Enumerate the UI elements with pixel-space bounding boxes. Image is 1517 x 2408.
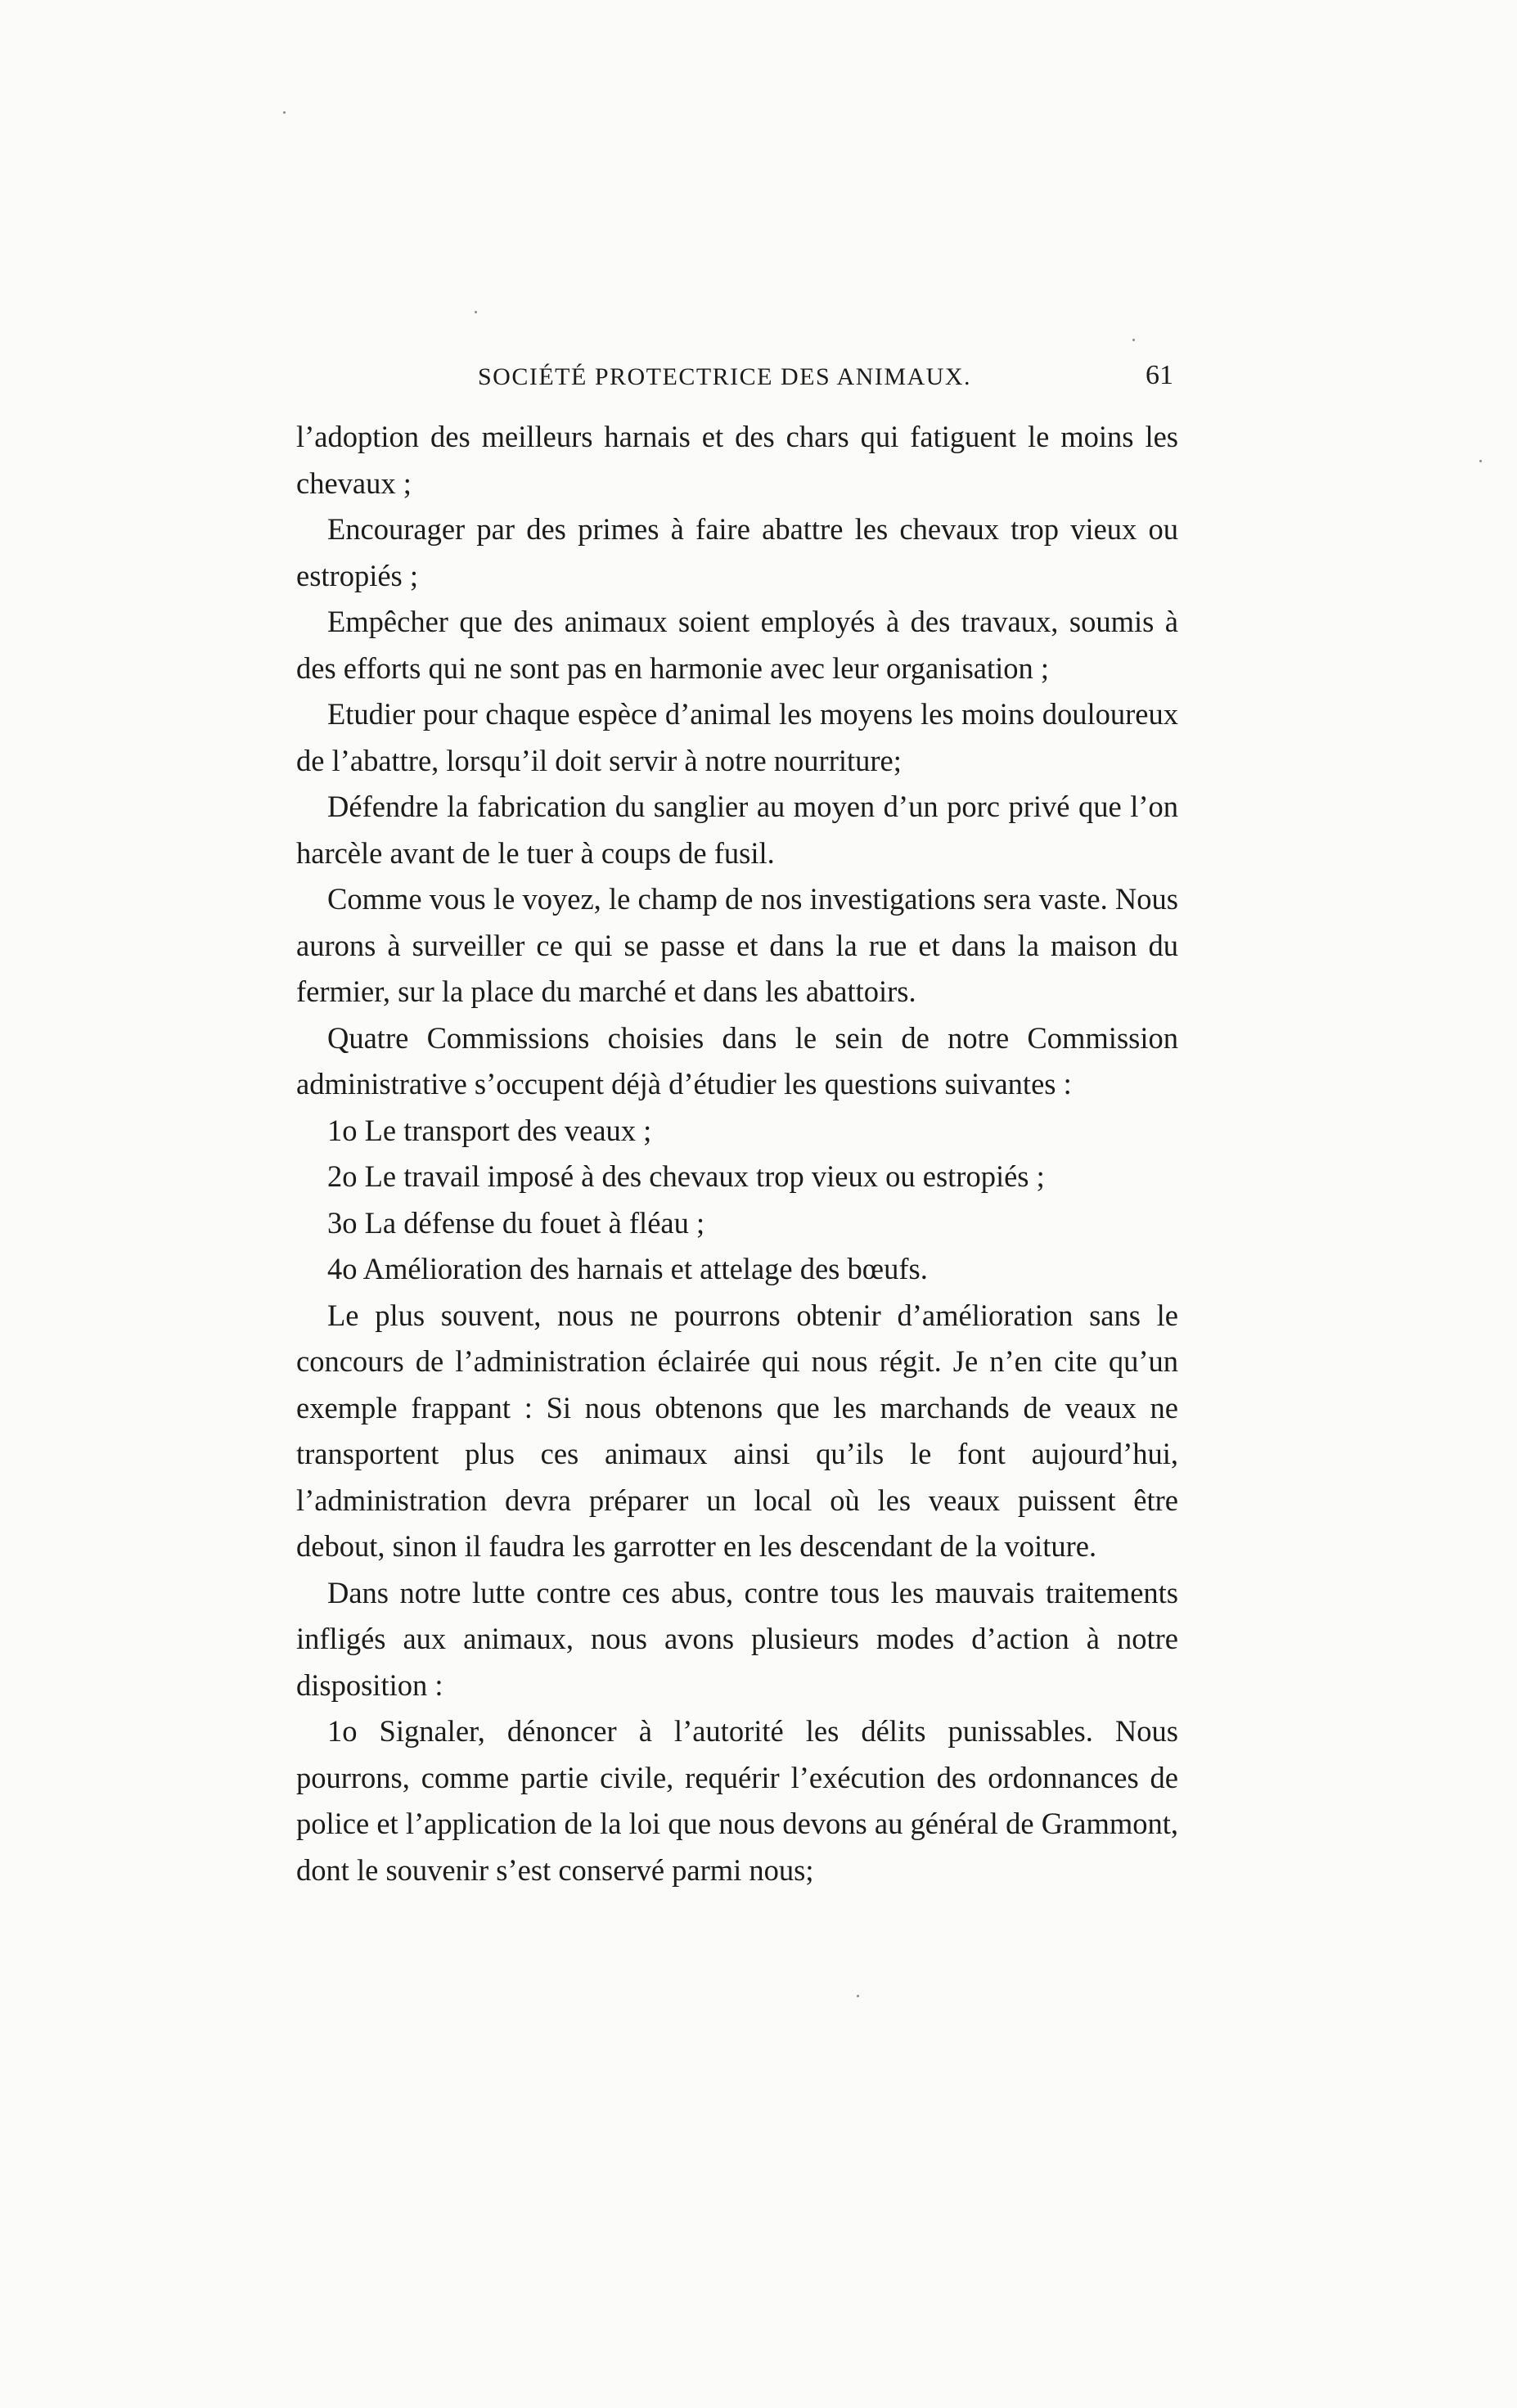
paragraph: l’adoption des meilleurs harnais et des chars qui fatiguent le moins les chevaux ; <box>296 420 1178 500</box>
list-item: 1o Le transport des veaux ; <box>327 1113 652 1147</box>
list-item: 3o La défense du fouet à fléau ; <box>327 1205 705 1240</box>
paper-speck <box>857 1995 859 1997</box>
book-page <box>296 360 1178 1893</box>
page-number: 61 <box>1146 360 1173 390</box>
paragraph: Dans notre lutte contre ces abus, contre tous les mauvais traitements infligés aux animaux, nous avons plusieurs modes d’action à notre disposition : <box>296 1575 1178 1702</box>
paper-speck <box>1479 460 1482 462</box>
paragraph: Empêcher que des animaux soient employés à des travaux, soumis à des efforts qui ne sont pas en harmonie avec leur organisation ; <box>296 605 1178 685</box>
list-item: 2o Le travail imposé à des chevaux trop vieux ou estropiés ; <box>327 1159 1045 1193</box>
paragraph: Encourager par des primes à faire abattre les chevaux trop vieux ou estropiés ; <box>296 512 1178 592</box>
paragraph: Le plus souvent, nous ne pourrons obtenir d’amélioration sans le concours de l’administration éclairée qui nous régit. Je n’en cite qu’un exemple frappant : Si nous obtenons que les marchands de veaux ne transportent plus ces animaux ainsi qu’ils le font aujourd’hui, l’administration devra préparer un local où les veaux puissent être debout, sinon il faudra les garrotter en les descendant de la voiture. <box>296 1298 1178 1563</box>
paragraph: Etudier pour chaque espèce d’animal les moyens les moins douloureux de l’abattre, lorsqu’il doit servir à notre nourriture; <box>296 697 1178 777</box>
page-header <box>296 360 1178 409</box>
paragraph: Comme vous le voyez, le champ de nos investigations sera vaste. Nous aurons à surveiller ce qui se passe et dans la rue et dans la maison du fermier, sur la place du marché et dans les abattoirs. <box>296 882 1178 1008</box>
paper-speck <box>475 311 477 313</box>
body-text <box>296 414 1178 1893</box>
paper-speck <box>283 111 286 114</box>
paragraph: Quatre Commissions choisies dans le sein de notre Commission administrative s’occupent déjà d’étudier les questions suivantes : <box>296 1020 1178 1100</box>
list-item: 4o Amélioration des harnais et attelage des bœufs. <box>327 1252 928 1285</box>
paragraph: Défendre la fabrication du sanglier au moyen d’un porc privé que l’on harcèle avant de le tuer à coups de fusil. <box>296 790 1178 870</box>
paragraph: 1o Signaler, dénoncer à l’autorité les délits punissables. Nous pourrons, comme partie civile, requérir l’exécution des ordonnances de police et l’application de la loi que nous devons au général de Grammont, dont le souvenir s’est conservé parmi nous; <box>296 1714 1178 1887</box>
paper-speck <box>1132 339 1135 341</box>
running-title: SOCIÉTÉ PROTECTRICE DES ANIMAUX. <box>478 363 972 390</box>
